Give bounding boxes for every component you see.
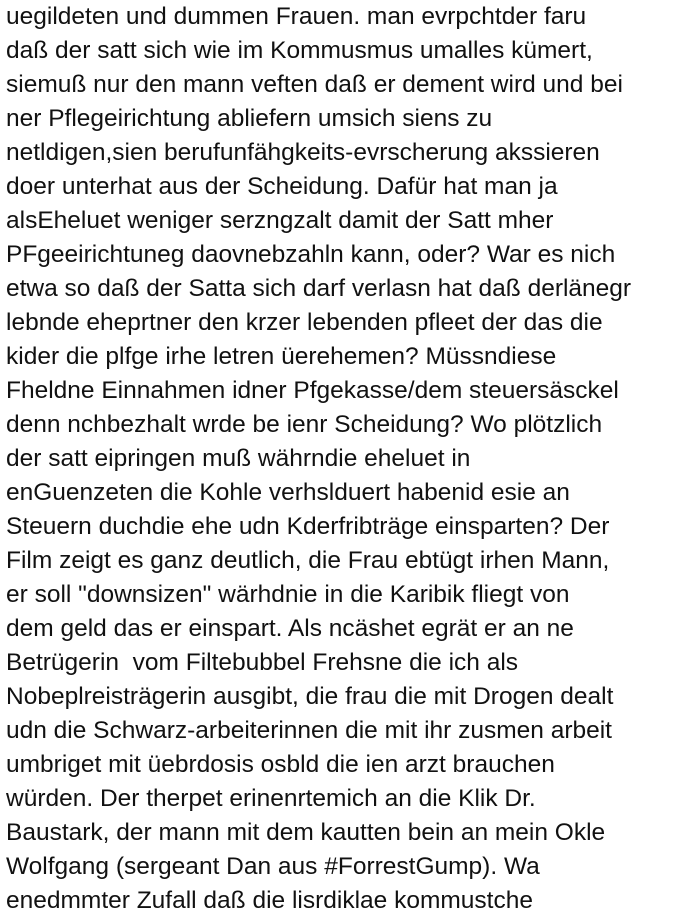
text-line: enedmmter Zufall daß die lisrdiklae kommustche	[6, 887, 533, 914]
text-line: etwa so daß der Satta sich darf verlasn hat daß derlänegr	[6, 275, 632, 302]
body-text	[6, 0, 682, 918]
text-line: der satt eipringen muß währndie eheluet in	[6, 445, 471, 472]
text-line: Nobeplreisträgerin ausgibt, die frau die mit Drogen dealt	[6, 683, 614, 710]
text-line: PFgeeirichtuneg daovnebzahln kann, oder? War es nich	[6, 241, 616, 268]
text-line: doer unterhat aus der Scheidung. Dafür hat man ja	[6, 173, 558, 200]
text-line: würden. Der therpet erinenrtemich an die Klik Dr.	[6, 785, 536, 812]
text-line: Fheldne Einnahmen idner Pfgekasse/dem steuersäsckel	[6, 377, 619, 404]
text-line: kider die plfge irhe letren üerehemen? Müssndiese	[6, 343, 557, 370]
text-line: umbriget mit üebrdosis osbld die ien arzt brauchen	[6, 751, 555, 778]
text-line: siemuß nur den mann veften daß er dement wird und bei	[6, 71, 623, 98]
text-line: Wolfgang (sergeant Dan aus #ForrestGump). Wa	[6, 853, 540, 880]
text-line: Film zeigt es ganz deutlich, die Frau ebtügt irhen Mann,	[6, 547, 610, 574]
text-line: enGuenzeten die Kohle verhslduert habenid esie an	[6, 479, 570, 506]
text-line: daß der satt sich wie im Kommusmus umalles kümert,	[6, 37, 593, 64]
text-line: udn die Schwarz-arbeiterinnen die mit ihr zusmen arbeit	[6, 717, 612, 744]
text-line: Baustark, der mann mit dem kautten bein an mein Okle	[6, 819, 606, 846]
text-line: denn nchbezhalt wrde be ienr Scheidung? Wo plötzlich	[6, 411, 603, 438]
text-line: Betrügerin vom Filtebubbel Frehsne die ich als	[6, 649, 519, 676]
text-line: er soll "downsizen" wärhdnie in die Karibik fliegt von	[6, 581, 570, 608]
text-line: ner Pflegeirichtung abliefern umsich siens zu	[6, 105, 493, 132]
text-line: netldigen,sien berufunfähgkeits-evrscherung akssieren	[6, 139, 600, 166]
text-line: uegildeten und dummen Frauen. man evrpchtder faru	[6, 3, 587, 30]
text-line: lebnde eheprtner den krzer lebenden pfleet der das die	[6, 309, 603, 336]
text-line: alsEheluet weniger serzngzalt damit der Satt mher	[6, 207, 554, 234]
text-line: dem geld das er einspart. Als ncäshet egrät er an ne	[6, 615, 574, 642]
text-line: Steuern duchdie ehe udn Kderfribträge einsparten? Der	[6, 513, 610, 540]
